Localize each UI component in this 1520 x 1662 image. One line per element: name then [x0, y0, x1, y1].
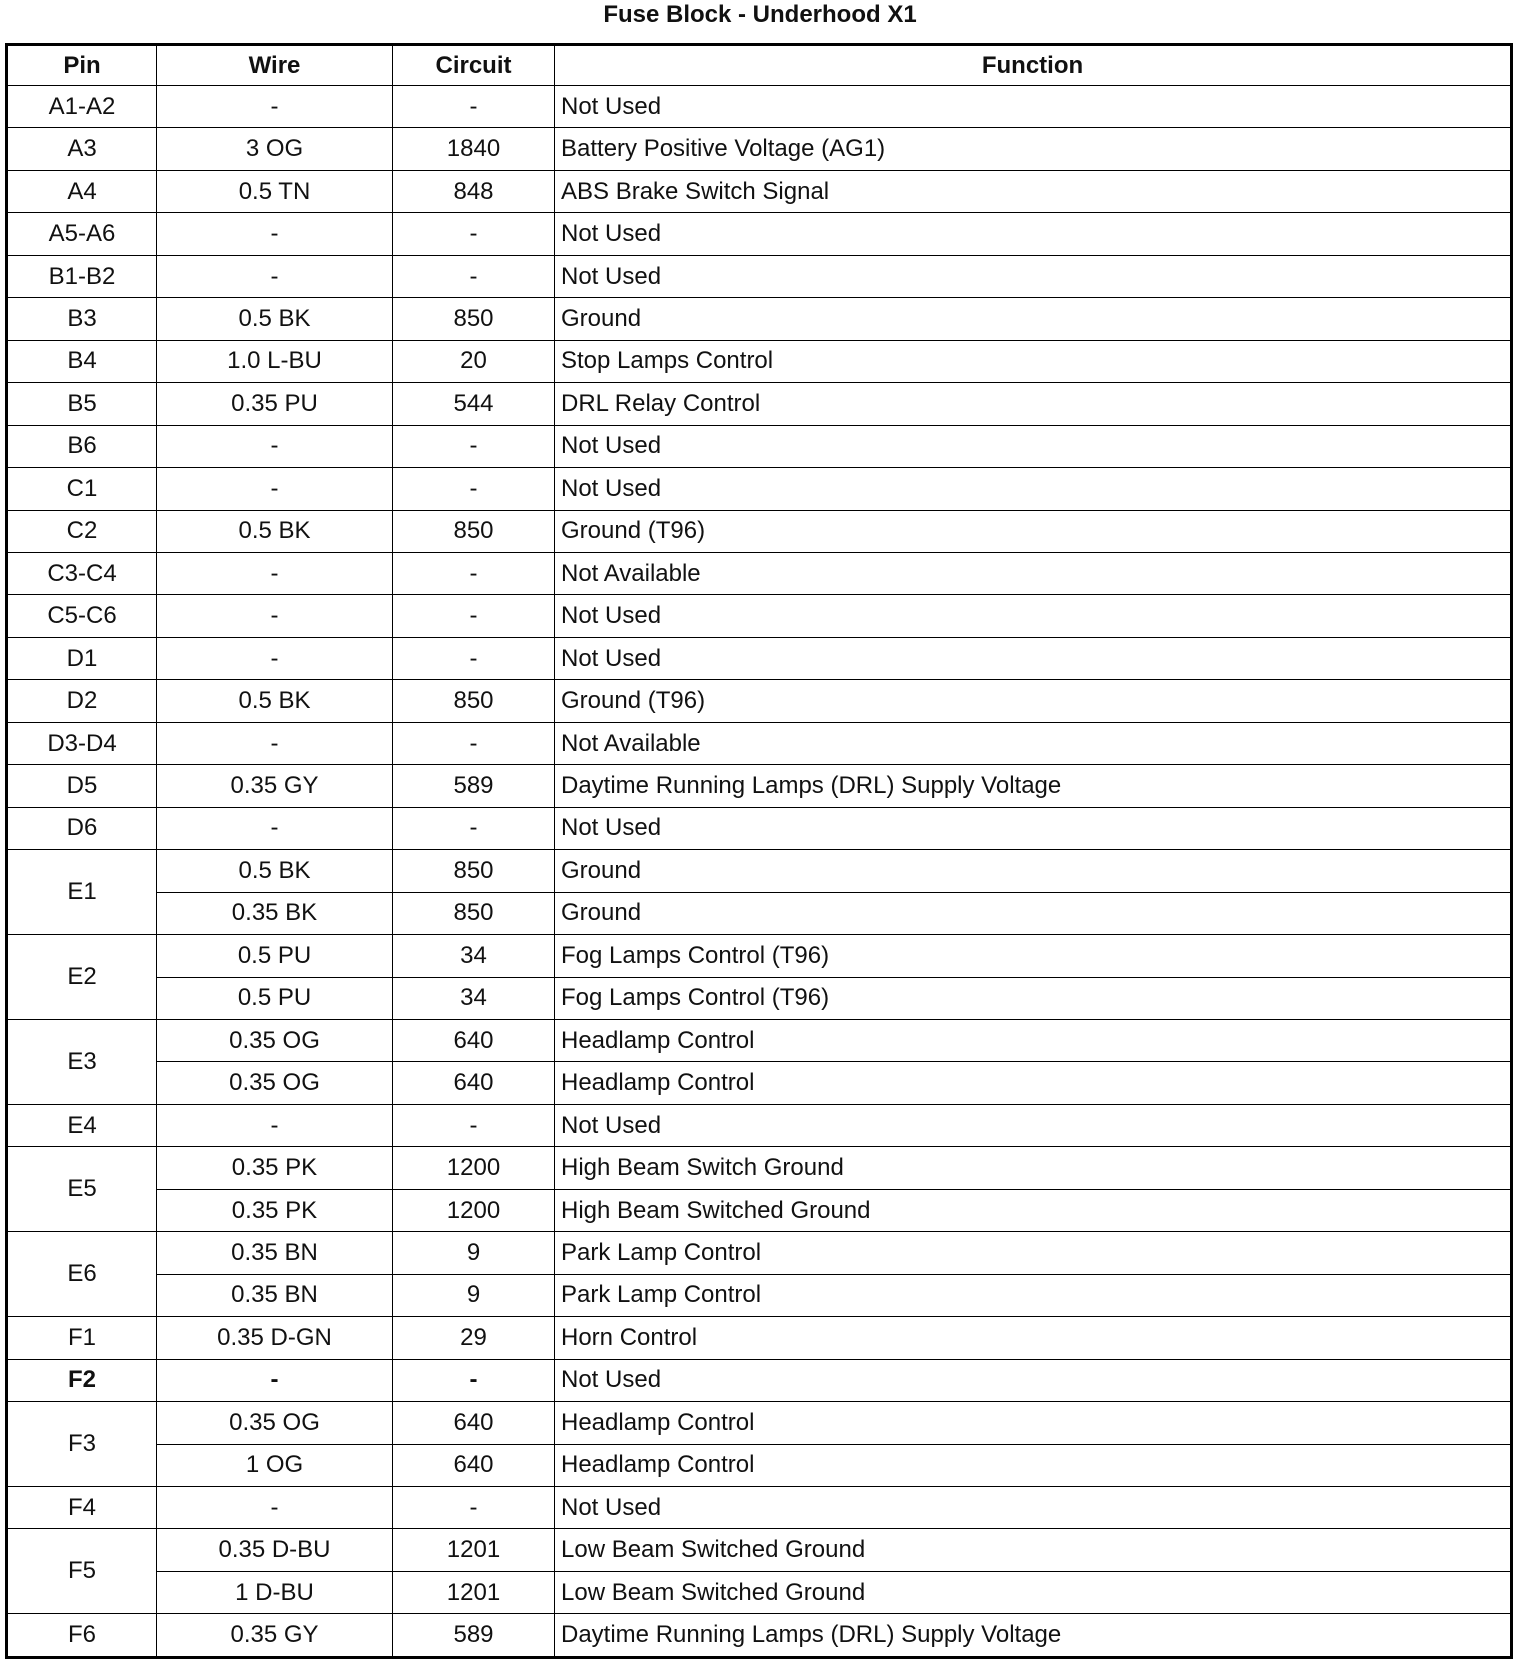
function-cell: Headlamp Control: [555, 1444, 1512, 1486]
wire-cell: 0.5 TN: [157, 170, 393, 212]
pin-cell: D3-D4: [7, 722, 157, 764]
wire-cell: 0.5 BK: [157, 510, 393, 552]
wire-cell: -: [157, 552, 393, 594]
table-header: [7, 45, 1512, 86]
table-row: [7, 637, 1512, 679]
wire-cell: -: [157, 1359, 393, 1401]
circuit-cell: -: [393, 722, 555, 764]
circuit-cell: -: [393, 425, 555, 467]
function-cell: Headlamp Control: [555, 1402, 1512, 1444]
pin-cell: B4: [7, 340, 157, 382]
column-header-function: Function: [555, 45, 1512, 86]
table-row: [7, 340, 1512, 382]
wire-cell: 0.5 BK: [157, 850, 393, 892]
pin-cell: E2: [7, 935, 157, 1020]
wire-cell: 1 D-BU: [157, 1571, 393, 1613]
pin-cell: D1: [7, 637, 157, 679]
wire-cell: 0.35 PU: [157, 383, 393, 425]
pin-cell: A3: [7, 128, 157, 170]
function-cell: Headlamp Control: [555, 1062, 1512, 1104]
function-cell: Not Used: [555, 595, 1512, 637]
table-row: [7, 680, 1512, 722]
circuit-cell: 9: [393, 1274, 555, 1316]
column-header-wire: Wire: [157, 45, 393, 86]
circuit-cell: -: [393, 1104, 555, 1146]
circuit-cell: -: [393, 255, 555, 297]
table-row: [7, 1402, 1512, 1444]
wire-cell: 1 OG: [157, 1444, 393, 1486]
circuit-cell: 640: [393, 1402, 555, 1444]
function-cell: Daytime Running Lamps (DRL) Supply Voltage: [555, 1614, 1512, 1658]
circuit-cell: 1200: [393, 1147, 555, 1189]
table-row: [7, 170, 1512, 212]
function-cell: Low Beam Switched Ground: [555, 1571, 1512, 1613]
pin-cell: D2: [7, 680, 157, 722]
table-row: [7, 1019, 1512, 1061]
table-row: [7, 1189, 1512, 1231]
function-cell: Not Available: [555, 722, 1512, 764]
circuit-cell: 848: [393, 170, 555, 212]
circuit-cell: 850: [393, 892, 555, 934]
table-row: [7, 807, 1512, 849]
table-row: [7, 468, 1512, 510]
function-cell: Ground: [555, 850, 1512, 892]
circuit-cell: 9: [393, 1232, 555, 1274]
table-row: [7, 1486, 1512, 1528]
circuit-cell: 850: [393, 850, 555, 892]
function-cell: Park Lamp Control: [555, 1274, 1512, 1316]
wire-cell: -: [157, 1104, 393, 1146]
column-header-circuit: Circuit: [393, 45, 555, 86]
function-cell: DRL Relay Control: [555, 383, 1512, 425]
pin-cell: C3-C4: [7, 552, 157, 594]
table-row: [7, 1571, 1512, 1613]
function-cell: Ground: [555, 892, 1512, 934]
pin-cell: E5: [7, 1147, 157, 1232]
function-cell: Fog Lamps Control (T96): [555, 935, 1512, 977]
circuit-cell: 1201: [393, 1529, 555, 1571]
wire-cell: 0.35 OG: [157, 1062, 393, 1104]
wire-cell: 3 OG: [157, 128, 393, 170]
pin-cell: F2: [7, 1359, 157, 1401]
wire-cell: 0.35 OG: [157, 1019, 393, 1061]
function-cell: Not Used: [555, 86, 1512, 128]
table-body: [7, 86, 1512, 1658]
table-row: [7, 765, 1512, 807]
function-cell: Horn Control: [555, 1317, 1512, 1359]
function-cell: High Beam Switch Ground: [555, 1147, 1512, 1189]
pin-cell: F5: [7, 1529, 157, 1614]
function-cell: Not Used: [555, 468, 1512, 510]
function-cell: Daytime Running Lamps (DRL) Supply Voltage: [555, 765, 1512, 807]
function-cell: Ground (T96): [555, 510, 1512, 552]
table-row: [7, 510, 1512, 552]
table-row: [7, 1614, 1512, 1658]
pin-cell: C5-C6: [7, 595, 157, 637]
pin-cell: F1: [7, 1317, 157, 1359]
wire-cell: -: [157, 807, 393, 849]
pin-cell: D5: [7, 765, 157, 807]
circuit-cell: 1840: [393, 128, 555, 170]
table-row: [7, 935, 1512, 977]
pin-cell: C1: [7, 468, 157, 510]
table-row: [7, 1359, 1512, 1401]
pin-cell: A5-A6: [7, 213, 157, 255]
circuit-cell: 34: [393, 935, 555, 977]
circuit-cell: -: [393, 807, 555, 849]
circuit-cell: 544: [393, 383, 555, 425]
wire-cell: -: [157, 595, 393, 637]
circuit-cell: 850: [393, 298, 555, 340]
column-header-pin: Pin: [7, 45, 157, 86]
pin-cell: F3: [7, 1402, 157, 1487]
function-cell: Not Used: [555, 425, 1512, 467]
function-cell: Fog Lamps Control (T96): [555, 977, 1512, 1019]
circuit-cell: 1201: [393, 1571, 555, 1613]
table-row: [7, 255, 1512, 297]
circuit-cell: 640: [393, 1062, 555, 1104]
wire-cell: 0.35 PK: [157, 1147, 393, 1189]
circuit-cell: 850: [393, 680, 555, 722]
circuit-cell: -: [393, 1486, 555, 1528]
circuit-cell: 1200: [393, 1189, 555, 1231]
circuit-cell: -: [393, 86, 555, 128]
circuit-cell: 34: [393, 977, 555, 1019]
table-row: [7, 850, 1512, 892]
circuit-cell: -: [393, 595, 555, 637]
function-cell: ABS Brake Switch Signal: [555, 170, 1512, 212]
pin-cell: E4: [7, 1104, 157, 1146]
table-row: [7, 1104, 1512, 1146]
function-cell: Not Used: [555, 1359, 1512, 1401]
function-cell: Not Used: [555, 637, 1512, 679]
circuit-cell: 20: [393, 340, 555, 382]
header-row: [7, 45, 1512, 86]
function-cell: Not Used: [555, 213, 1512, 255]
table-row: [7, 722, 1512, 764]
pin-cell: B1-B2: [7, 255, 157, 297]
circuit-cell: 589: [393, 1614, 555, 1658]
wire-cell: -: [157, 425, 393, 467]
table-row: [7, 1317, 1512, 1359]
circuit-cell: -: [393, 1359, 555, 1401]
wire-cell: 0.35 BK: [157, 892, 393, 934]
table-row: [7, 86, 1512, 128]
wire-cell: 1.0 L-BU: [157, 340, 393, 382]
circuit-cell: 640: [393, 1019, 555, 1061]
table-row: [7, 425, 1512, 467]
function-cell: Low Beam Switched Ground: [555, 1529, 1512, 1571]
table-row: [7, 1529, 1512, 1571]
wire-cell: -: [157, 1486, 393, 1528]
circuit-cell: -: [393, 468, 555, 510]
table-row: [7, 977, 1512, 1019]
table-row: [7, 128, 1512, 170]
pin-cell: A4: [7, 170, 157, 212]
circuit-cell: -: [393, 637, 555, 679]
pin-cell: E6: [7, 1232, 157, 1317]
function-cell: Not Used: [555, 1486, 1512, 1528]
function-cell: Ground: [555, 298, 1512, 340]
document-title: Fuse Block - Underhood X1: [603, 1, 917, 28]
table-row: [7, 1444, 1512, 1486]
wire-cell: -: [157, 255, 393, 297]
pin-cell: E3: [7, 1019, 157, 1104]
wire-cell: 0.5 BK: [157, 298, 393, 340]
circuit-cell: 589: [393, 765, 555, 807]
circuit-cell: -: [393, 213, 555, 255]
wire-cell: -: [157, 468, 393, 510]
circuit-cell: 850: [393, 510, 555, 552]
function-cell: Not Used: [555, 807, 1512, 849]
pin-cell: D6: [7, 807, 157, 849]
connector-pinout-table: [5, 43, 1513, 1659]
function-cell: Headlamp Control: [555, 1019, 1512, 1061]
function-cell: Park Lamp Control: [555, 1232, 1512, 1274]
wire-cell: -: [157, 722, 393, 764]
table-row: [7, 1147, 1512, 1189]
wire-cell: 0.35 D-BU: [157, 1529, 393, 1571]
wire-cell: -: [157, 86, 393, 128]
wire-cell: 0.5 PU: [157, 935, 393, 977]
table-row: [7, 298, 1512, 340]
pin-cell: F4: [7, 1486, 157, 1528]
wire-cell: 0.35 BN: [157, 1274, 393, 1316]
table-row: [7, 1274, 1512, 1316]
function-cell: Not Used: [555, 255, 1512, 297]
function-cell: Stop Lamps Control: [555, 340, 1512, 382]
table-row: [7, 383, 1512, 425]
pin-cell: F6: [7, 1614, 157, 1658]
function-cell: Not Used: [555, 1104, 1512, 1146]
function-cell: Ground (T96): [555, 680, 1512, 722]
table-row: [7, 552, 1512, 594]
table-row: [7, 892, 1512, 934]
circuit-cell: -: [393, 552, 555, 594]
function-cell: Battery Positive Voltage (AG1): [555, 128, 1512, 170]
circuit-cell: 29: [393, 1317, 555, 1359]
wire-cell: 0.35 BN: [157, 1232, 393, 1274]
function-cell: High Beam Switched Ground: [555, 1189, 1512, 1231]
wire-cell: 0.35 PK: [157, 1189, 393, 1231]
table-row: [7, 213, 1512, 255]
pin-cell: B5: [7, 383, 157, 425]
wire-cell: 0.35 GY: [157, 765, 393, 807]
wire-cell: 0.35 D-GN: [157, 1317, 393, 1359]
function-cell: Not Available: [555, 552, 1512, 594]
pin-cell: A1-A2: [7, 86, 157, 128]
wire-cell: 0.35 OG: [157, 1402, 393, 1444]
wire-cell: 0.5 PU: [157, 977, 393, 1019]
pin-cell: E1: [7, 850, 157, 935]
pin-cell: B3: [7, 298, 157, 340]
wire-cell: -: [157, 213, 393, 255]
circuit-cell: 640: [393, 1444, 555, 1486]
wire-cell: 0.35 GY: [157, 1614, 393, 1658]
wire-cell: -: [157, 637, 393, 679]
wire-cell: 0.5 BK: [157, 680, 393, 722]
pin-cell: C2: [7, 510, 157, 552]
pin-cell: B6: [7, 425, 157, 467]
table-row: [7, 1232, 1512, 1274]
table-row: [7, 1062, 1512, 1104]
table-row: [7, 595, 1512, 637]
